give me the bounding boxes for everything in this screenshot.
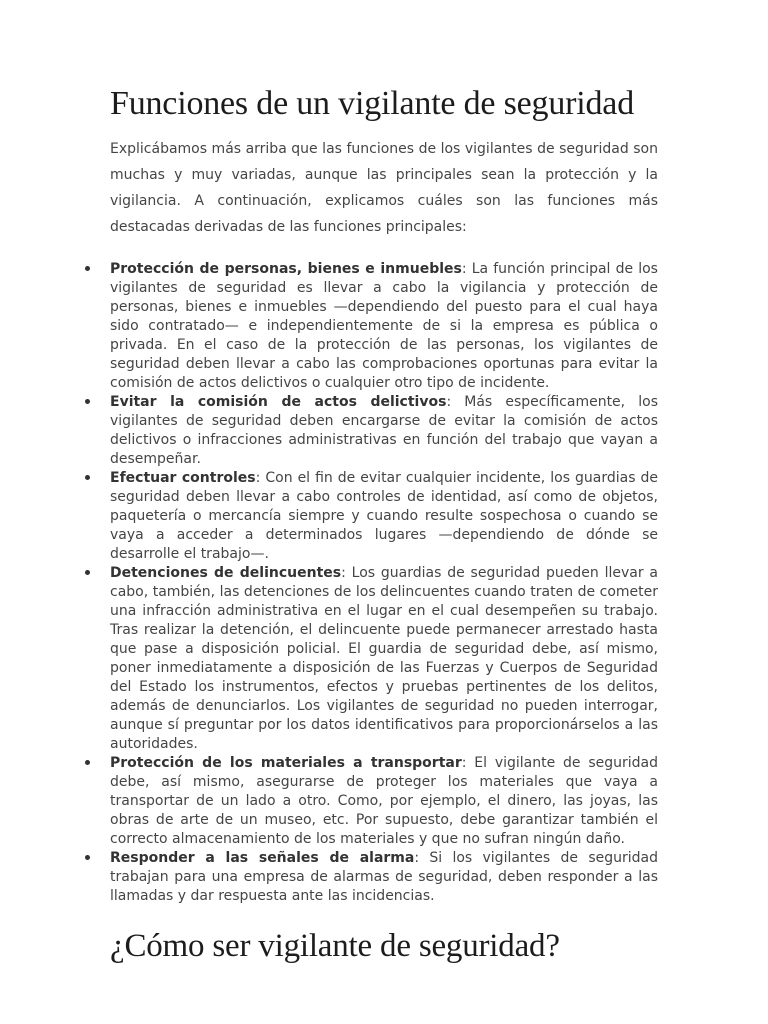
article-intro: Explicábamos más arriba que las funciones de los vigilantes de seguridad son muchas y muy variadas, aunque las principales sean la protección y la vigilancia. A continuación, explicamos cuáles son las funciones más destacadas derivadas de las funciones principales: — [110, 141, 658, 235]
list-item — [110, 260, 658, 393]
item-text: : Si los vigilantes de seguridad trabajan para una empresa de alarmas de seguridad, deben responder a las llamadas y dar respuesta ante las incidencias. — [110, 850, 658, 904]
list-item — [110, 564, 658, 754]
list-item — [110, 849, 658, 906]
article-title: Funciones de un vigilante de seguridad — [110, 85, 634, 122]
item-term: Protección de personas, bienes e inmuebles — [110, 261, 462, 277]
item-term: Detenciones de delincuentes — [110, 565, 342, 581]
list-item — [110, 754, 658, 849]
item-term: Protección de los materiales a transportar — [110, 755, 462, 771]
bullet-icon — [85, 760, 90, 765]
list-item — [110, 469, 658, 564]
bullet-icon — [85, 855, 90, 860]
functions-list — [110, 260, 658, 906]
item-text: : Con el fin de evitar cualquier incidente, los guardias de seguridad deben llevar a cabo controles de identidad, así como de objetos, paquetería o mercancía siempre y cuando resulte sospechosa o cuando se vaya a acceder a determinados lugares —dependiendo de dónde se desarrolle el trabajo—. — [110, 470, 658, 562]
list-item — [110, 393, 658, 469]
article — [110, 84, 658, 966]
item-text: : Los guardias de seguridad pueden llevar a cabo, también, las detenciones de los delincuentes cuando traten de cometer una infracción administrativa en el lugar en el cual desempeñen su trabajo. Tras realizar la detención, el delincuente puede permanecer arrestado hasta que pase a disposición policial. El guardia de seguridad debe, así mismo, poner inmediatamente a disposición de las Fuerzas y Cuerpos de Seguridad del Estado los instrumentos, efectos y pruebas pertinentes de los delitos, además de denunciarlos. Los vigilantes de seguridad no pueden interrogar, aunque sí preguntar por los datos identificativos para proporcionárselos a las autoridades. — [110, 565, 658, 752]
item-text: : El vigilante de seguridad debe, así mismo, asegurarse de proteger los materiales que vaya a transportar de un lado a otro. Como, por ejemplo, el dinero, las joyas, las obras de arte de un museo, etc. Por supuesto, debe garantizar también el correcto almacenamiento de los materiales y que no sufran ningún daño. — [110, 755, 658, 847]
item-term: Responder a las señales de alarma — [110, 850, 415, 866]
item-term: Evitar la comisión de actos delictivos — [110, 394, 447, 410]
bullet-icon — [85, 266, 90, 271]
bullet-icon — [85, 570, 90, 575]
section-heading: ¿Cómo ser vigilante de seguridad? — [110, 928, 560, 964]
item-text: : Más específicamente, los vigilantes de seguridad deben encargarse de evitar la comisión de actos delictivos o infracciones administrativas en función del trabajo que vayan a desempeñar. — [110, 394, 658, 467]
item-text: : La función principal de los vigilantes de seguridad es llevar a cabo la vigilancia y protección de personas, bienes e inmuebles —dependiendo del puesto para el cual haya sido contratado— e independientemente de si la empresa es pública o privada. En el caso de la protección de las personas, los vigilantes de seguridad deben llevar a cabo las comprobaciones oportunas para evitar la comisión de actos delictivos o cualquier otro tipo de incidente. — [110, 261, 658, 391]
bullet-icon — [85, 399, 90, 404]
item-term: Efectuar controles — [110, 470, 256, 486]
bullet-icon — [85, 475, 90, 480]
